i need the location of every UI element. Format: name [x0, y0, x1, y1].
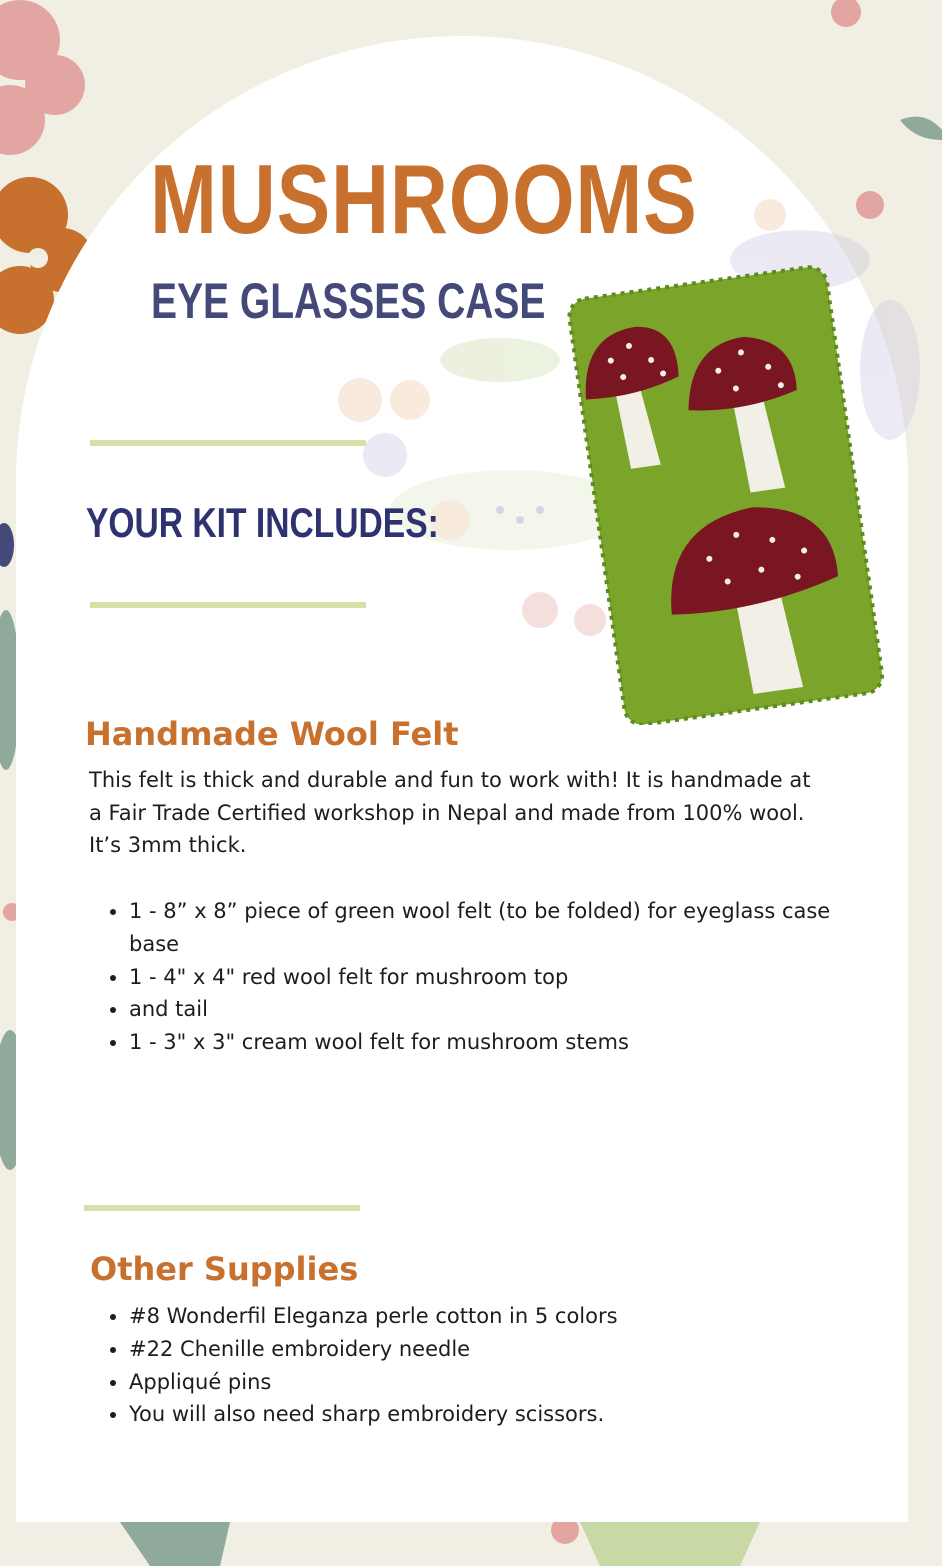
kit-heading: YOUR KIT INCLUDES: [86, 499, 439, 546]
divider [84, 1205, 360, 1211]
list-item: • 1 - 4" x 4" red wool felt for mushroom top [129, 961, 849, 994]
list-item: • and tail [129, 993, 849, 1026]
product-image [560, 255, 905, 725]
list-item: • Appliqué pins [129, 1366, 869, 1399]
list-item: • #22 Chenille embroidery needle [129, 1333, 869, 1366]
pink-flower-icon [0, 0, 85, 155]
felt-heading: Handmade Wool Felt [85, 715, 459, 753]
dot-icon [831, 0, 861, 27]
leaf-icon [0, 523, 14, 567]
divider [90, 440, 366, 446]
supplies-list [89, 1300, 869, 1431]
list-item: • 1 - 8” x 8” piece of green wool felt (to be folded) for eyeglass case base [129, 895, 849, 961]
supplies-heading: Other Supplies [90, 1250, 359, 1288]
list-item: • #8 Wonderfil Eleganza perle cotton in 5 colors [129, 1300, 869, 1333]
page-subtitle: EYE GLASSES CASE [151, 273, 546, 329]
felt-list [89, 895, 849, 1059]
leaf-icon [900, 117, 942, 140]
divider [90, 602, 366, 608]
list-item: • You will also need sharp embroidery scissors. [129, 1398, 869, 1431]
page-title: MUSHROOMS [150, 144, 698, 254]
list-item: • 1 - 3" x 3" cream wool felt for mushroom stems [129, 1026, 849, 1059]
felt-description: This felt is thick and durable and fun to work with! It is handmade at a Fair Trade Certified workshop in Nepal and made from 100% wool. It’s 3mm thick. [89, 768, 811, 857]
